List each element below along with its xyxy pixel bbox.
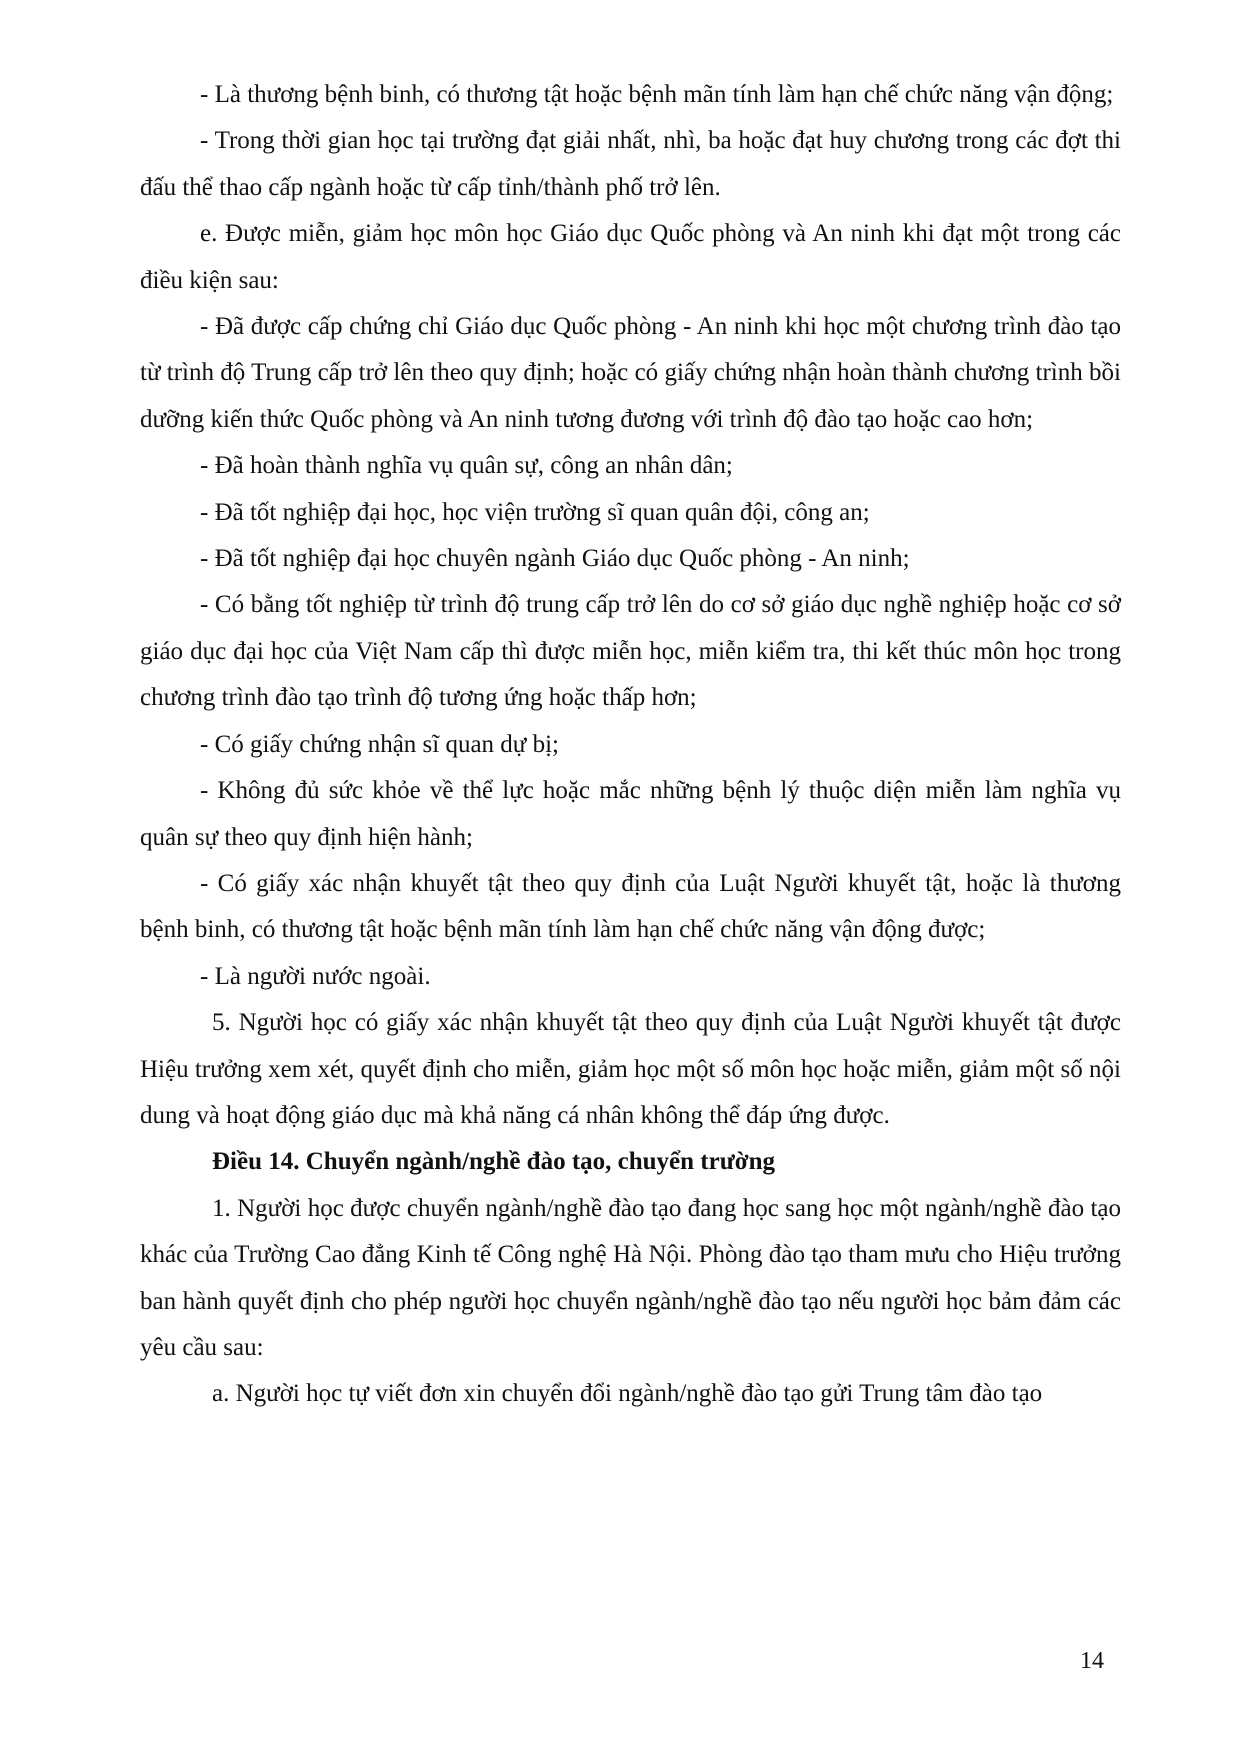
paragraph: - Có giấy chứng nhận sĩ quan dự bị; [200,730,559,758]
paragraph: 1. Người học được chuyển ngành/nghề đào tạo đang học sang học một ngành/nghề đào tạo khác của Trường Cao đẳng Kinh tế Công nghệ Hà Nội. Phòng đào tạo tham mưu cho Hiệu trưởng ban hành quyết định cho phép người học chuyển ngành/nghề đào tạo nếu người học bảm đảm các yêu cầu sau: [140,1194,1121,1361]
paragraph: e. Được miễn, giảm học môn học Giáo dục Quốc phòng và An ninh khi đạt một trong các điều kiện sau: [140,220,1121,294]
paragraph: - Là thương bệnh binh, có thương tật hoặc bệnh mãn tính làm hạn chế chức năng vận động; [200,81,1114,108]
paragraph: - Đã được cấp chứng chỉ Giáo dục Quốc phòng - An ninh khi học một chương trình đào tạo từ trình độ Trung cấp trở lên theo quy định; hoặc có giấy chứng nhận hoàn thành chương trình bồi dưỡng kiến thức Quốc phòng và An ninh tương đương với trình độ đào tạo hoặc cao hơn; [140,313,1121,433]
paragraph: - Không đủ sức khỏe về thể lực hoặc mắc những bệnh lý thuộc diện miễn làm nghĩa vụ quân sự theo quy định hiện hành; [140,777,1121,851]
paragraph: - Đã tốt nghiệp đại học, học viện trường sĩ quan quân đội, công an; [200,498,870,526]
paragraph: - Đã hoàn thành nghĩa vụ quân sự, công an nhân dân; [200,452,733,480]
paragraph: - Có giấy xác nhận khuyết tật theo quy định của Luật Người khuyết tật, hoặc là thương bệnh binh, có thương tật hoặc bệnh mãn tính làm hạn chế chức năng vận động được; [140,869,1121,944]
paragraph: a. Người học tự viết đơn xin chuyển đổi ngành/nghề đào tạo gửi Trung tâm đào tạo [212,1380,1043,1408]
paragraph: - Là người nước ngoài. [200,962,431,990]
paragraph: - Đã tốt nghiệp đại học chuyên ngành Giáo dục Quốc phòng - An ninh; [200,545,910,573]
section-heading: Điều 14. Chuyển ngành/nghề đào tạo, chuyển trường [212,1148,775,1176]
paragraph: - Trong thời gian học tại trường đạt giải nhất, nhì, ba hoặc đạt huy chương trong các đợt thi đấu thể thao cấp ngành hoặc từ cấp tỉnh/thành phố trở lên. [140,127,1121,201]
paragraph: - Có bằng tốt nghiệp từ trình độ trung cấp trở lên do cơ sở giáo dục nghề nghiệp hoặc cơ sở giáo dục đại học của Việt Nam cấp thì được miễn học, miễn kiểm tra, thi kết thúc môn học trong chương trình đào tạo trình độ tương ứng hoặc thấp hơn; [140,591,1121,712]
page-number: 14 [1080,1648,1104,1674]
document-page [140,72,1121,1418]
paragraph: 5. Người học có giấy xác nhận khuyết tật theo quy định của Luật Người khuyết tật được Hiệu trưởng xem xét, quyết định cho miễn, giảm học một số môn học hoặc miễn, giảm một số nội dung và hoạt động giáo dục mà khả năng cá nhân không thể đáp ứng được. [140,1009,1121,1129]
